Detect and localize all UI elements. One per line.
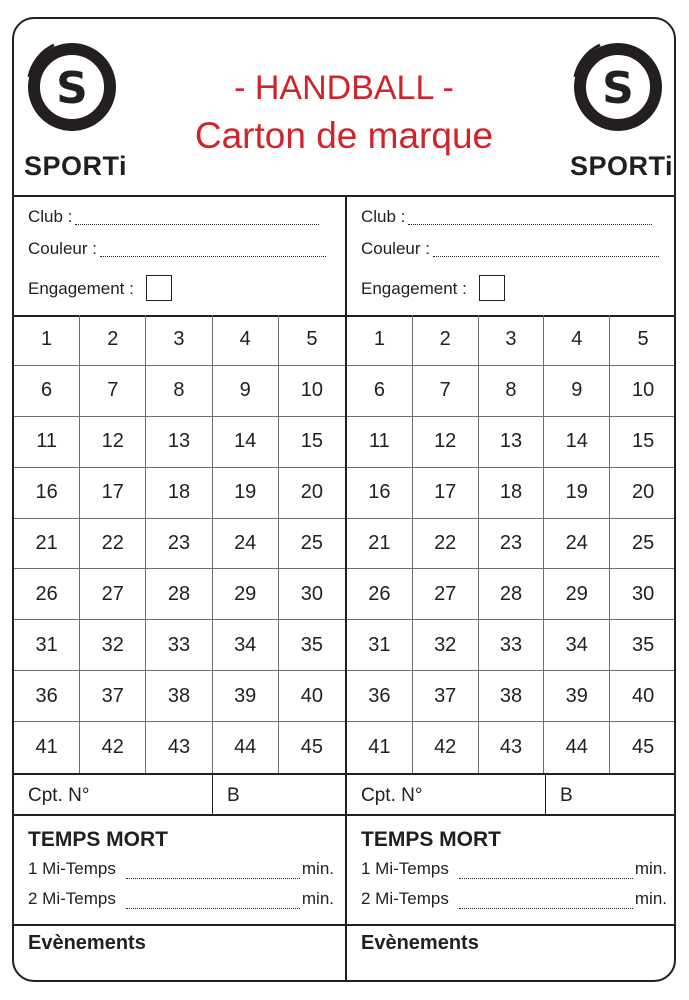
couleur-dotted-line[interactable] bbox=[100, 244, 326, 257]
player-number-cell[interactable]: 38 bbox=[146, 671, 212, 722]
player-number-cell[interactable]: 17 bbox=[413, 468, 479, 519]
player-number-cell[interactable]: 27 bbox=[413, 569, 479, 620]
player-number-cell[interactable]: 35 bbox=[610, 620, 676, 671]
half2-row[interactable] bbox=[28, 889, 334, 909]
half2-label: 2 Mi-Temps bbox=[28, 889, 116, 908]
half2-label: 2 Mi-Temps bbox=[361, 889, 449, 908]
player-number-cell[interactable]: 15 bbox=[279, 417, 345, 468]
player-number-cell[interactable]: 22 bbox=[413, 519, 479, 570]
half2-unit: min. bbox=[634, 889, 667, 908]
player-number-cell[interactable]: 19 bbox=[213, 468, 279, 519]
half1-row[interactable] bbox=[361, 859, 667, 879]
player-number-cell[interactable]: 10 bbox=[279, 366, 345, 417]
logo-letter: S bbox=[56, 63, 88, 114]
player-number-cell[interactable]: 32 bbox=[413, 620, 479, 671]
player-number-cell[interactable]: 40 bbox=[279, 671, 345, 722]
player-number-cell[interactable]: 3 bbox=[479, 315, 545, 366]
player-number-cell[interactable]: 22 bbox=[80, 519, 146, 570]
player-number-cell[interactable]: 23 bbox=[479, 519, 545, 570]
player-number-cell[interactable]: 44 bbox=[213, 722, 279, 773]
couleur-label: Couleur : bbox=[361, 239, 430, 258]
player-number-cell[interactable]: 27 bbox=[80, 569, 146, 620]
player-number-cell[interactable]: 26 bbox=[14, 569, 80, 620]
player-number-cell[interactable]: 39 bbox=[213, 671, 279, 722]
player-number-cell[interactable]: 32 bbox=[80, 620, 146, 671]
sporti-logo-right bbox=[570, 37, 674, 181]
player-number-cell[interactable]: 19 bbox=[544, 468, 610, 519]
player-number-cell[interactable]: 4 bbox=[544, 315, 610, 366]
engagement-label: Engagement : bbox=[361, 278, 467, 298]
logo-letter: S bbox=[602, 63, 634, 114]
player-number-cell[interactable]: 38 bbox=[479, 671, 545, 722]
player-number-cell[interactable]: 12 bbox=[413, 417, 479, 468]
player-number-cell[interactable]: 24 bbox=[544, 519, 610, 570]
half1-dotted-line[interactable] bbox=[126, 866, 300, 879]
half2-unit: min. bbox=[301, 889, 334, 908]
player-number-cell[interactable]: 9 bbox=[213, 366, 279, 417]
player-number-cell[interactable]: 42 bbox=[413, 722, 479, 773]
player-number-cell[interactable]: 16 bbox=[14, 468, 80, 519]
player-number-cell[interactable]: 5 bbox=[279, 315, 345, 366]
temps-mort-title: TEMPS MORT bbox=[361, 828, 501, 851]
club-label: Club : bbox=[28, 207, 73, 226]
b-label: B bbox=[560, 785, 573, 806]
player-number-cell[interactable]: 31 bbox=[347, 620, 413, 671]
engagement-label: Engagement : bbox=[28, 278, 134, 298]
half2-dotted-line[interactable] bbox=[126, 896, 300, 909]
events-section[interactable] bbox=[14, 924, 345, 982]
club-field[interactable] bbox=[361, 208, 652, 225]
player-number-cell[interactable]: 7 bbox=[80, 366, 146, 417]
temps-mort-section bbox=[14, 816, 345, 926]
captain-row bbox=[347, 773, 676, 816]
player-number-cell[interactable]: 31 bbox=[14, 620, 80, 671]
player-number-cell[interactable]: 20 bbox=[610, 468, 676, 519]
player-number-cell[interactable]: 29 bbox=[213, 569, 279, 620]
engagement-field bbox=[28, 275, 172, 301]
player-number-cell[interactable]: 33 bbox=[479, 620, 545, 671]
player-number-cell[interactable]: 28 bbox=[479, 569, 545, 620]
player-number-cell[interactable]: 45 bbox=[300, 736, 324, 759]
couleur-field[interactable] bbox=[28, 240, 326, 257]
player-number-cell[interactable]: 5 bbox=[610, 315, 676, 366]
player-number-cell[interactable]: 1 bbox=[347, 315, 413, 366]
half2-dotted-line[interactable] bbox=[459, 896, 633, 909]
player-number-cell[interactable]: 25 bbox=[610, 519, 676, 570]
team-info bbox=[14, 195, 345, 317]
player-number-cell[interactable]: 13 bbox=[146, 417, 212, 468]
player-number-cell[interactable]: 30 bbox=[279, 569, 345, 620]
b-label: B bbox=[227, 785, 240, 806]
half1-label: 1 Mi-Temps bbox=[28, 859, 116, 878]
player-number-cell[interactable]: 29 bbox=[544, 569, 610, 620]
club-dotted-line[interactable] bbox=[75, 212, 319, 225]
events-section[interactable] bbox=[347, 924, 676, 982]
player-number-cell[interactable]: 8 bbox=[479, 366, 545, 417]
captain-label: Cpt. N° bbox=[361, 785, 423, 806]
logo-brand-text: SPORTi bbox=[24, 151, 128, 181]
player-number-cell[interactable]: 36 bbox=[347, 671, 413, 722]
player-number-cell[interactable]: 30 bbox=[610, 569, 676, 620]
player-number-cell[interactable]: 21 bbox=[347, 519, 413, 570]
player-number-cell[interactable]: 11 bbox=[14, 417, 80, 468]
player-number-cell[interactable]: 34 bbox=[213, 620, 279, 671]
player-number-cell[interactable]: 6 bbox=[347, 366, 413, 417]
engagement-field bbox=[361, 275, 505, 301]
player-number-cell[interactable]: 16 bbox=[347, 468, 413, 519]
player-number-cell[interactable]: 7 bbox=[413, 366, 479, 417]
sporti-circle-logo-icon bbox=[24, 37, 120, 147]
player-number-cell[interactable]: 39 bbox=[544, 671, 610, 722]
team-panel-right bbox=[345, 195, 676, 982]
player-number-cell[interactable]: 2 bbox=[413, 315, 479, 366]
half1-unit: min. bbox=[301, 859, 334, 878]
player-number-cell[interactable]: 34 bbox=[544, 620, 610, 671]
player-number-cell[interactable]: 35 bbox=[279, 620, 345, 671]
half2-row[interactable] bbox=[361, 889, 667, 909]
events-title: Evènements bbox=[28, 932, 146, 954]
player-number-cell[interactable]: 18 bbox=[479, 468, 545, 519]
player-number-cell[interactable]: 41 bbox=[347, 722, 413, 773]
player-number-cell[interactable]: 21 bbox=[14, 519, 80, 570]
captain-row bbox=[14, 773, 345, 816]
player-number-cell[interactable]: 6 bbox=[14, 366, 80, 417]
player-number-cell[interactable]: 12 bbox=[80, 417, 146, 468]
player-number-cell[interactable]: 37 bbox=[413, 671, 479, 722]
player-number-cell[interactable]: 17 bbox=[80, 468, 146, 519]
player-number-cell[interactable]: 25 bbox=[279, 519, 345, 570]
player-number-cell[interactable]: 26 bbox=[347, 569, 413, 620]
player-number-cell[interactable]: 43 bbox=[146, 722, 212, 773]
player-number-cell[interactable]: 43 bbox=[479, 722, 545, 773]
club-dotted-line[interactable] bbox=[408, 212, 652, 225]
sporti-circle-logo-icon bbox=[570, 37, 666, 147]
couleur-label: Couleur : bbox=[28, 239, 97, 258]
sporti-logo-left bbox=[24, 37, 128, 181]
couleur-field[interactable] bbox=[361, 240, 659, 257]
player-number-cell[interactable]: 20 bbox=[279, 468, 345, 519]
player-number-cell[interactable]: 18 bbox=[146, 468, 212, 519]
player-number-cell[interactable]: 42 bbox=[80, 722, 146, 773]
half1-row[interactable] bbox=[28, 859, 334, 879]
player-number-cell[interactable]: 33 bbox=[146, 620, 212, 671]
player-number-cell[interactable]: 1 bbox=[14, 315, 80, 366]
events-title: Evènements bbox=[361, 932, 479, 954]
captain-label: Cpt. N° bbox=[28, 785, 90, 806]
card-subtitle: Carton de marque bbox=[194, 115, 494, 156]
player-number-cell[interactable]: 13 bbox=[479, 417, 545, 468]
player-number-cell[interactable]: 41 bbox=[14, 722, 80, 773]
player-number-grid bbox=[14, 315, 345, 773]
temps-mort-title: TEMPS MORT bbox=[28, 828, 168, 851]
engagement-checkbox[interactable] bbox=[146, 275, 172, 301]
half1-dotted-line[interactable] bbox=[459, 866, 633, 879]
score-card bbox=[12, 17, 676, 982]
engagement-checkbox[interactable] bbox=[479, 275, 505, 301]
player-number-cell[interactable]: 23 bbox=[146, 519, 212, 570]
player-number-cell[interactable]: 14 bbox=[213, 417, 279, 468]
player-number-cell[interactable]: 2 bbox=[80, 315, 146, 366]
player-number-cell[interactable]: 44 bbox=[544, 722, 610, 773]
team-info bbox=[347, 195, 676, 317]
club-label: Club : bbox=[361, 207, 406, 226]
couleur-dotted-line[interactable] bbox=[433, 244, 659, 257]
temps-mort-section bbox=[347, 816, 676, 926]
club-field[interactable] bbox=[28, 208, 319, 225]
player-number-cell[interactable]: 11 bbox=[347, 417, 413, 468]
logo-brand-text: SPORTi bbox=[570, 151, 674, 181]
player-number-cell[interactable]: 45 bbox=[631, 736, 655, 759]
player-number-cell[interactable]: 3 bbox=[146, 315, 212, 366]
half1-unit: min. bbox=[634, 859, 667, 878]
player-number-cell[interactable]: 10 bbox=[610, 366, 676, 417]
player-number-cell[interactable]: 14 bbox=[544, 417, 610, 468]
player-number-cell[interactable]: 36 bbox=[14, 671, 80, 722]
player-number-cell[interactable]: 15 bbox=[610, 417, 676, 468]
card-header bbox=[14, 19, 674, 197]
player-number-cell[interactable]: 9 bbox=[544, 366, 610, 417]
player-number-cell[interactable]: 24 bbox=[213, 519, 279, 570]
team-panel-left bbox=[14, 195, 345, 982]
player-number-cell[interactable]: 37 bbox=[80, 671, 146, 722]
sport-title: - HANDBALL - bbox=[234, 69, 454, 107]
player-number-cell[interactable]: 40 bbox=[610, 671, 676, 722]
half1-label: 1 Mi-Temps bbox=[361, 859, 449, 878]
player-number-cell[interactable]: 4 bbox=[213, 315, 279, 366]
player-number-grid bbox=[347, 315, 676, 773]
captain-divider bbox=[212, 775, 213, 814]
player-number-cell[interactable]: 28 bbox=[146, 569, 212, 620]
player-number-cell[interactable]: 8 bbox=[146, 366, 212, 417]
captain-divider bbox=[545, 775, 546, 814]
